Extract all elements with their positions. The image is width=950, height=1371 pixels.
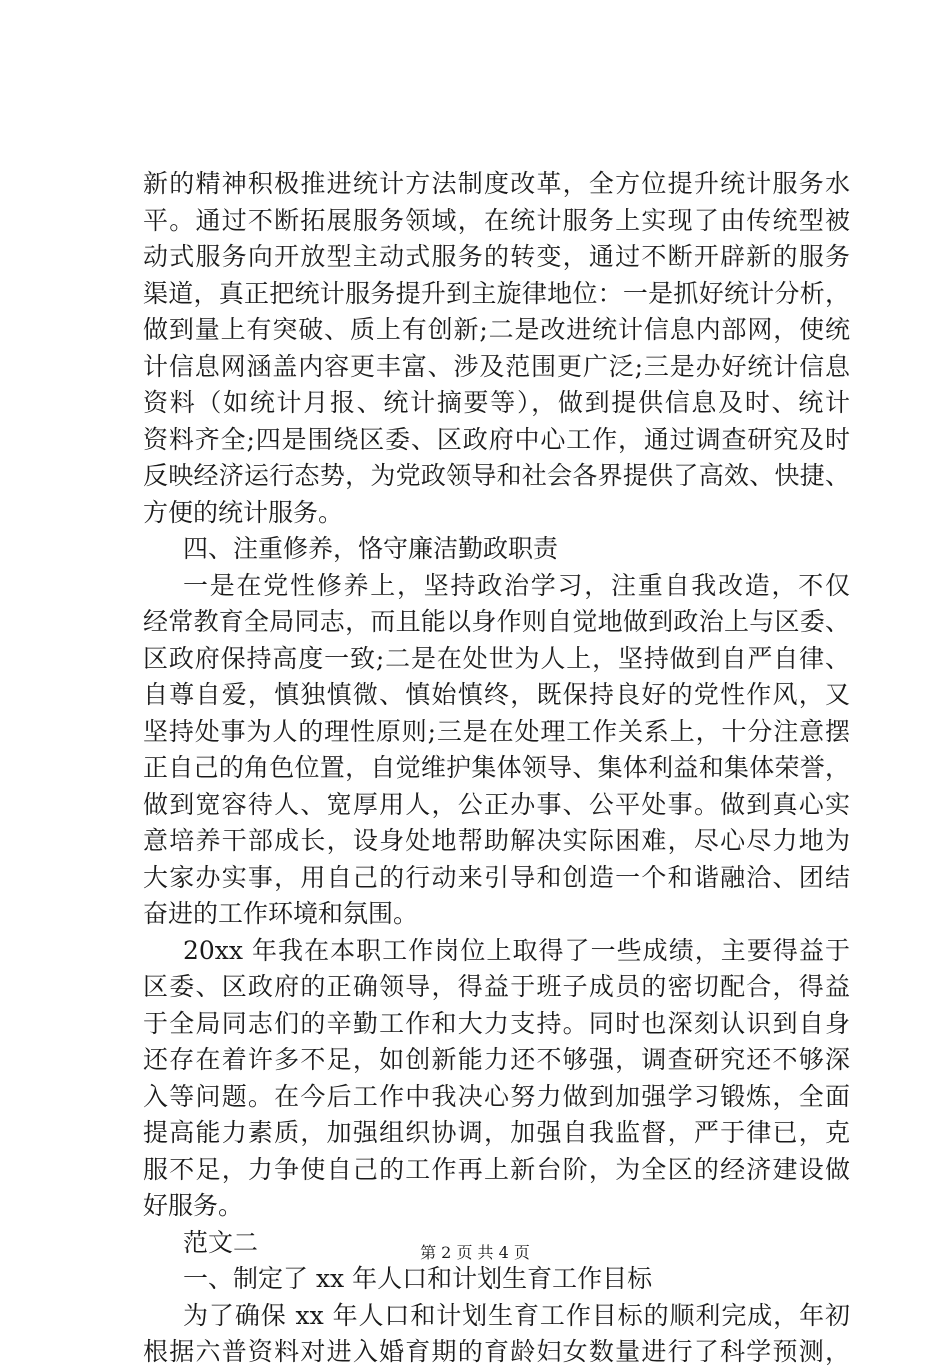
text-line: 为了确保 xx 年人口和计划生育工作目标的顺利完成，年初 [183, 1300, 850, 1330]
text-line: 入等问题。在今后工作中我决心努力做到加强学习锻炼，全面 [143, 1081, 850, 1111]
text-line: 新的精神积极推进统计方法制度改革，全方位提升统计服务水 [143, 169, 850, 198]
text-line: 资料（如统计月报、统计摘要等），做到提供信息及时、统计 [143, 388, 850, 417]
text-line: 还存在着许多不足，如创新能力还不够强，调查研究还不够深 [143, 1045, 850, 1074]
text-line: 区委、区政府的正确领导，得益于班子成员的密切配合，得益 [143, 972, 850, 1001]
text-line: 计信息网涵盖内容更丰富、涉及范围更广泛;三是办好统计信息 [143, 351, 850, 381]
text-line: 于全局同志们的辛勤工作和大力支持。同时也深刻认识到自身 [143, 1008, 850, 1038]
text-line: 方便的统计服务。 [143, 497, 344, 527]
text-line: 20xx 年我在本职工作岗位上取得了一些成绩，主要得益于 [183, 935, 850, 965]
text-line: 自尊自爱，慎独慎微、慎始慎终，既保持良好的党性作风，又 [143, 680, 850, 709]
text-line: 经常教育全局同志，而且能以身作则自觉地做到政治上与区委、 [143, 607, 850, 636]
text-line: 好服务。 [143, 1191, 244, 1220]
text-line: 做到宽容待人、宽厚用人，公正办事、公平处事。做到真心实 [143, 789, 850, 819]
page-number-footer: 第 2 页 共 4 页 [420, 1243, 530, 1262]
text-line: 意培养干部成长，设身处地帮助解决实际困难，尽心尽力地为 [143, 826, 850, 855]
text-line: 奋进的工作环境和氛围。 [143, 899, 419, 928]
text-line: 一是在党性修养上，坚持政治学习，注重自我改造，不仅 [183, 570, 850, 600]
text-line: 动式服务向开放型主动式服务的转变，通过不断开辟新的服务 [143, 242, 850, 271]
text-line: 反映经济运行态势，为党政领导和社会各界提供了高效、快捷、 [143, 461, 850, 490]
text-line: 服不足，力争使自己的工作再上新台阶，为全区的经济建设做 [143, 1154, 850, 1184]
text-line: 坚持处事为人的理性原则;三是在处理工作关系上，十分注意摆 [143, 716, 850, 746]
section-heading: 范文二 [183, 1227, 259, 1257]
text-line: 提高能力素质，加强组织协调，加强自我监督，严于律已，克 [143, 1118, 850, 1147]
text-line: 区政府保持高度一致;二是在处世为人上，坚持做到自严自律、 [143, 643, 850, 673]
text-line: 根据六普资料对进入婚育期的育龄妇女数量进行了科学预测， [143, 1337, 850, 1366]
text-line: 平。通过不断拓展服务领域，在统计服务上实现了由传统型被 [143, 205, 850, 235]
section-heading: 四、注重修养，恪守廉洁勤政职责 [183, 534, 559, 563]
text-line: 做到量上有突破、质上有创新;二是改进统计信息内部网，使统 [143, 315, 850, 344]
document-body [143, 166, 850, 1371]
section-heading: 一、制定了 xx 年人口和计划生育工作目标 [183, 1264, 653, 1293]
text-line: 渠道，真正把统计服务提升到主旋律地位：一是抓好统计分析， [143, 278, 850, 308]
text-line: 资料齐全;四是围绕区委、区政府中心工作，通过调查研究及时 [143, 424, 850, 454]
text-line: 正自己的角色位置，自觉维护集体领导、集体利益和集体荣誉， [143, 753, 850, 782]
text-line: 大家办实事，用自己的行动来引导和创造一个和谐融洽、团结 [143, 862, 850, 892]
